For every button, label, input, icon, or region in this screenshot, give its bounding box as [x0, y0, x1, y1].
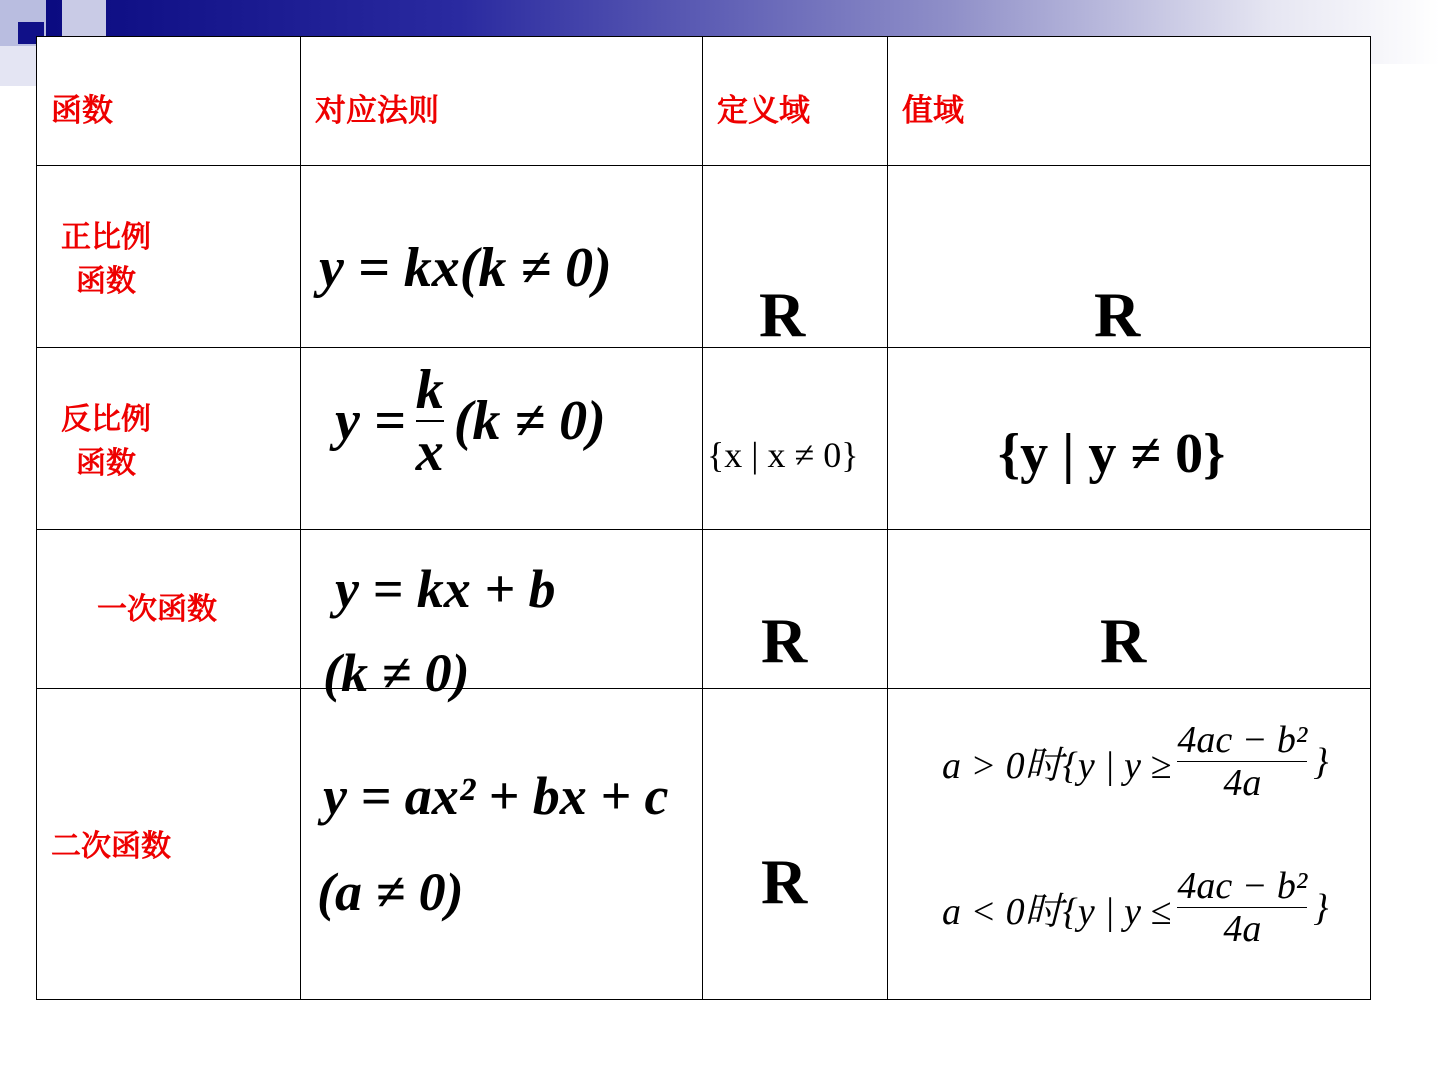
row-label: 正比例 函数: [61, 220, 151, 299]
fraction: $\frac{\text{4ac − b²}}{4a}$: [1177, 865, 1308, 950]
domain-value: R: [761, 605, 808, 676]
header-cell: [888, 37, 1371, 166]
table-row: [37, 166, 1371, 348]
range-value: {y | y ≠ 0}: [998, 423, 1226, 485]
rule-formula-line1: y = kx + b: [335, 559, 556, 619]
rule-formula-line2: (k ≠ 0): [323, 643, 470, 703]
header-cell: [703, 37, 888, 166]
row-label: 二次函数: [51, 829, 171, 864]
table-header-row: [37, 37, 1371, 166]
rule-formula-line2: (a ≠ 0): [317, 862, 464, 922]
function-table: [36, 36, 1371, 1000]
header-domain: 定义域: [717, 93, 810, 129]
header-rule: 对应法则: [315, 93, 439, 129]
domain-value: {x | x ≠ 0}: [707, 435, 859, 475]
rule-formula-line1: y = ax² + bx + c: [323, 766, 669, 826]
rule-formula: y = $\frac{k}{x}$ (k ≠ 0): [335, 359, 606, 483]
table-row: [37, 348, 1371, 530]
table-row: [37, 530, 1371, 689]
header-range: 值域: [902, 93, 964, 129]
row-label: 一次函数: [97, 592, 217, 627]
range-case-positive: a > 0时{y | y ≥ $\frac{\text{4ac − b²}}{4a}$ }: [942, 719, 1329, 804]
domain-value: R: [759, 279, 806, 350]
rule-formula: y = kx(k ≠ 0): [319, 237, 612, 299]
header-cell: [301, 37, 703, 166]
header-cell: [37, 37, 301, 166]
row-label: 反比例 函数: [61, 402, 151, 481]
fraction: $\frac{\text{4ac − b²}}{4a}$: [1177, 719, 1308, 804]
range-case-negative: a < 0时{y | y ≤ $\frac{\text{4ac − b²}}{4a}$ }: [942, 865, 1329, 950]
range-value: R: [1094, 279, 1141, 350]
header-function: 函数: [51, 93, 113, 129]
table-row: [37, 689, 1371, 1000]
range-value: R: [1100, 605, 1147, 676]
domain-value: R: [761, 846, 808, 917]
fraction: $\frac{k}{x}$: [415, 359, 444, 483]
